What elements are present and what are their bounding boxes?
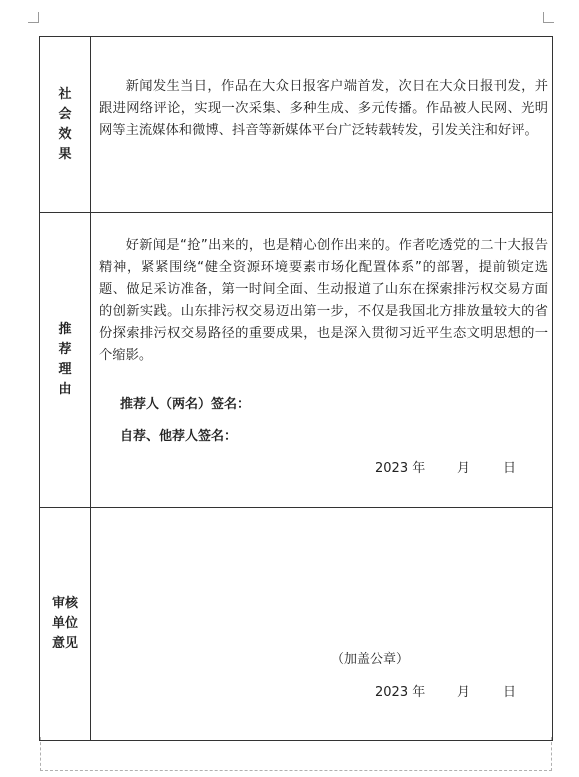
self-recommender-signature-label: 自荐、他荐人签名： [120, 429, 238, 444]
reason-date-day: 日 [503, 461, 517, 476]
social-effect-row [40, 37, 553, 213]
review-date-year: 2023 年 [375, 685, 426, 700]
review-label-cell [40, 508, 91, 741]
page-corner-mark-right [543, 12, 554, 23]
review-date-day: 日 [503, 685, 517, 700]
recommender-signature-label: 推荐人（两名）签名： [120, 397, 251, 412]
reason-content-cell [91, 213, 553, 508]
reason-label-cell [40, 213, 91, 508]
social-effect-label: 社 会 效 果 [58, 86, 72, 162]
page-bottom-boundary [40, 737, 552, 771]
page-corner-mark-left [28, 12, 39, 23]
official-seal-note: （加盖公章） [331, 652, 410, 667]
reason-date-month: 月 [457, 461, 471, 476]
recommendation-form-table [39, 36, 553, 741]
social-effect-content-cell [91, 37, 553, 213]
review-opinion-row [40, 508, 553, 741]
social-effect-label-cell [40, 37, 91, 213]
review-date-month: 月 [457, 685, 471, 700]
social-effect-text: 新闻发生当日，作品在大众日报客户端首发，次日在大众日报刊发，并跟进网络评论，实现一次采集、多种生成、多元传播。作品被人民网、光明网等主流媒体和微博、抖音等新媒体平台广泛转载转发，引发关注和好评。 [99, 79, 548, 138]
reason-date-year: 2023 年 [375, 461, 426, 476]
review-content-cell [91, 508, 553, 741]
review-label: 审核 单位 意见 [51, 596, 78, 651]
reason-label: 推 荐 理 由 [58, 322, 72, 397]
recommendation-reason-row [40, 213, 553, 508]
reason-text: 好新闻是“抢”出来的，也是精心创作出来的。作者吃透党的二十大报告精神，紧紧围绕“健全资源环境要素市场化配置体系”的部署，提前锁定选题、做足采访准备，第一时间全面、生动报道了山东在探索排污权交易方面的创新实践。山东排污权交易迈出第一步，不仅是我国北方排放量较大的省份探索排污权交易路径的重要成果，也是深入贯彻习近平生态文明思想的一个缩影。 [99, 238, 548, 363]
